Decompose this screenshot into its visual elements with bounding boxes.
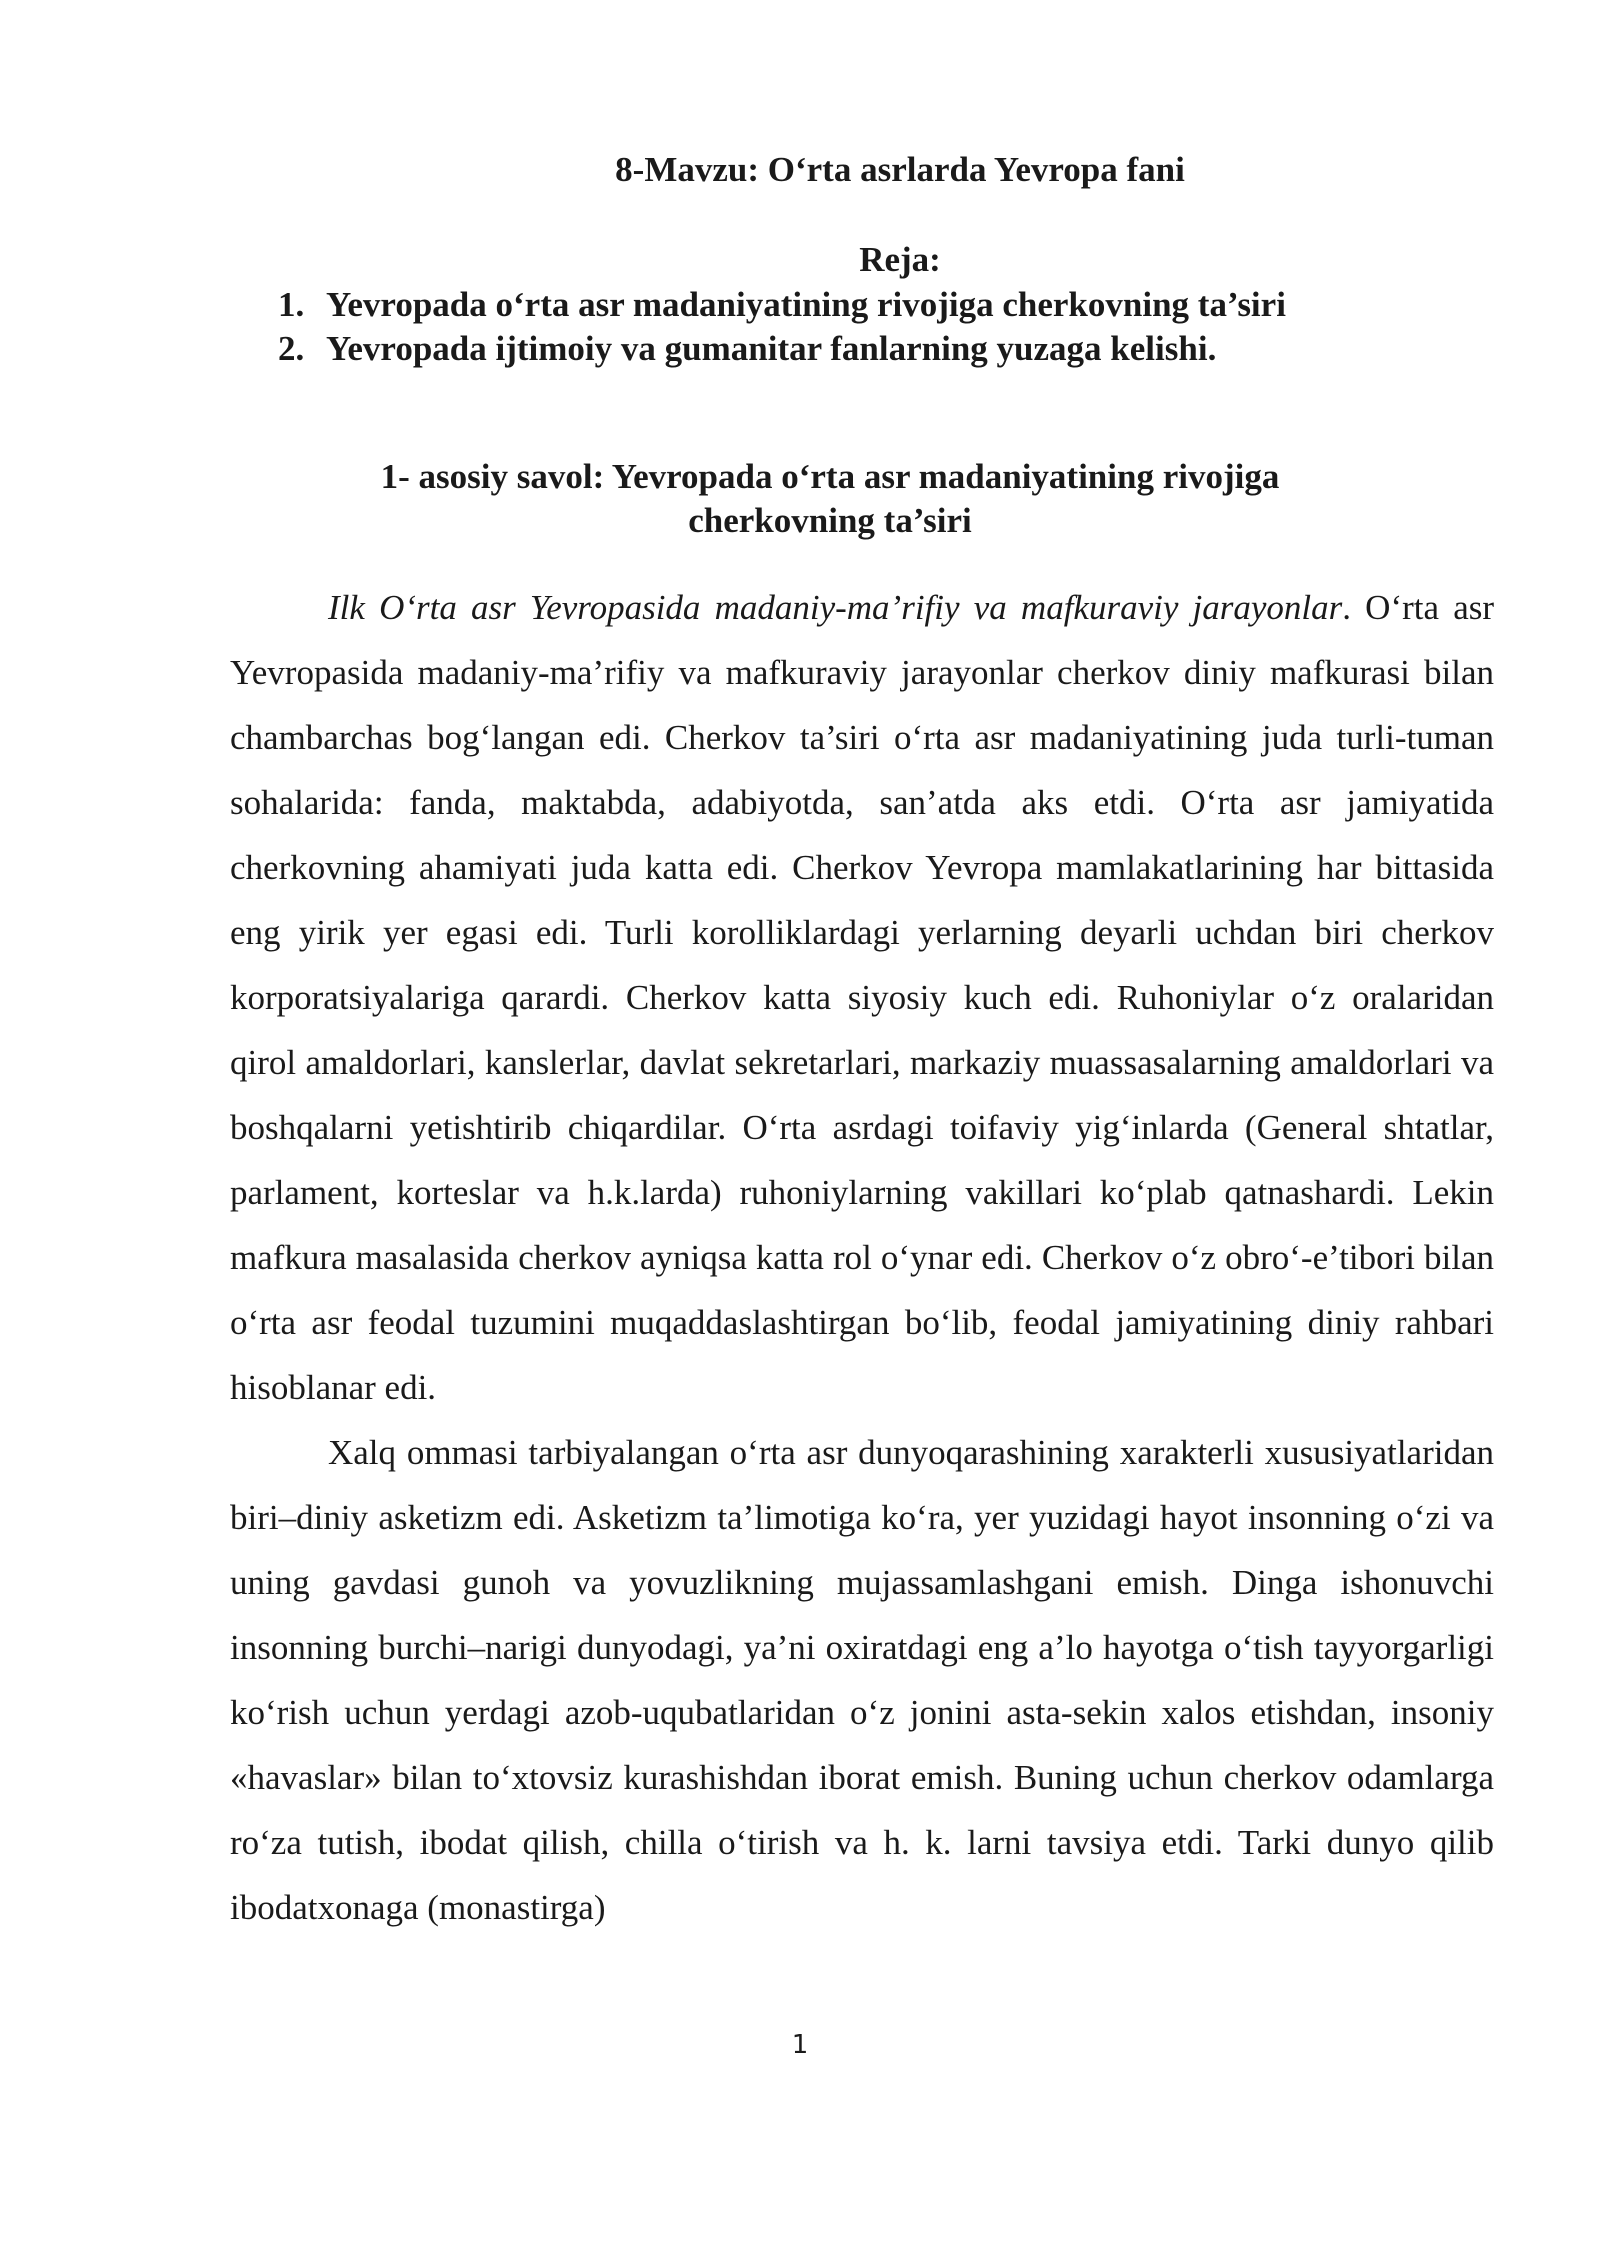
paragraph-italic-lead: Ilk O‘rta asr Yevropasida madaniy-ma’rifiy va mafkuraviy jarayonlar: [328, 588, 1343, 627]
section-heading-line: 1- asosiy savol: Yevropada o‘rta asr madaniyatining rivojiga: [380, 457, 1280, 496]
section-heading-line: cherkovning ta’siri: [688, 501, 972, 540]
section-heading: [230, 455, 1430, 543]
plan-item-number: 1.: [278, 285, 305, 324]
plan-item: [278, 283, 1286, 327]
plan-item-text: Yevropada ijtimoiy va gumanitar fanlarning yuzaga kelishi.: [326, 329, 1217, 368]
plan-item: [278, 327, 1286, 371]
body-text: [230, 575, 1494, 1940]
page-number: 1: [791, 2030, 809, 2060]
document-title: 8-Mavzu: O‘rta asrlarda Yevropa fani: [615, 150, 1185, 189]
paragraph: [230, 1420, 1494, 1940]
plan-item-number: 2.: [278, 329, 305, 368]
plan-list: [278, 283, 1286, 371]
paragraph-text: . O‘rta asr Yevropasida madaniy-ma’rifiy va mafkuraviy jarayonlar cherkov diniy mafkurasi bilan chambarchas bog‘langan edi. Cherkov ta’siri o‘rta asr madaniyatining juda turli-tuman sohalarida: fanda, maktabda, adabiyotda, san’atda aks etdi. O‘rta asr jamiyatida cherkovning ahamiyati juda katta edi. Cherkov Yevropa mamlakatlarining har bittasida eng yirik yer egasi edi. Turli korolliklardagi yerlarning deyarli uchdan biri cherkov korporatsiyalariga qarardi. Cherkov katta siyosiy kuch edi. Ruhoniylar o‘z oralaridan qirol amaldorlari, kanslerlar, davlat sekretarlari, markaziy muassasalarning amaldorlari va boshqalarni yetishtirib chiqardilar. O‘rta asrdagi toifaviy yig‘inlarda (General shtatlar, parlament, korteslar va h.k.larda) ruhoniylarning vakillari ko‘plab qatnashardi. Lekin mafkura masalasida cherkov ayniqsa katta rol o‘ynar edi. Cherkov o‘z obro‘-e’tibori bilan o‘rta asr feodal tuzumini muqaddaslashtirgan bo‘lib, feodal jamiyatining diniy rahbari hisoblanar edi.: [230, 588, 1495, 1407]
plan-heading: Reja:: [859, 240, 941, 279]
plan-item-text: Yevropada o‘rta asr madaniyatining rivojiga cherkovning ta’siri: [326, 285, 1286, 324]
paragraph: [230, 575, 1494, 1420]
paragraph-text: Xalq ommasi tarbiyalangan o‘rta asr dunyoqarashining xarakterli xususiyatlaridan biri–diniy asketizm edi. Asketizm ta’limotiga ko‘ra, yer yuzidagi hayot insonning o‘zi va uning gavdasi gunoh va yovuzlikning mujassamlashgani emish. Dinga ishonuvchi insonning burchi–narigi dunyodagi, ya’ni oxiratdagi eng a’lo hayotga o‘tish tayyorgarligi ko‘rish uchun yerdagi azob-uqubatlaridan o‘z jonini asta-sekin xalos etishdan, insoniy «havaslar» bilan to‘xtovsiz kurashishdan iborat emish. Buning uchun cherkov odamlarga ro‘za tutish, ibodat qilish, chilla o‘tirish va h. k. larni tavsiya etdi. Tarki dunyo qilib ibodatxonaga (monastirga): [230, 1433, 1494, 1927]
